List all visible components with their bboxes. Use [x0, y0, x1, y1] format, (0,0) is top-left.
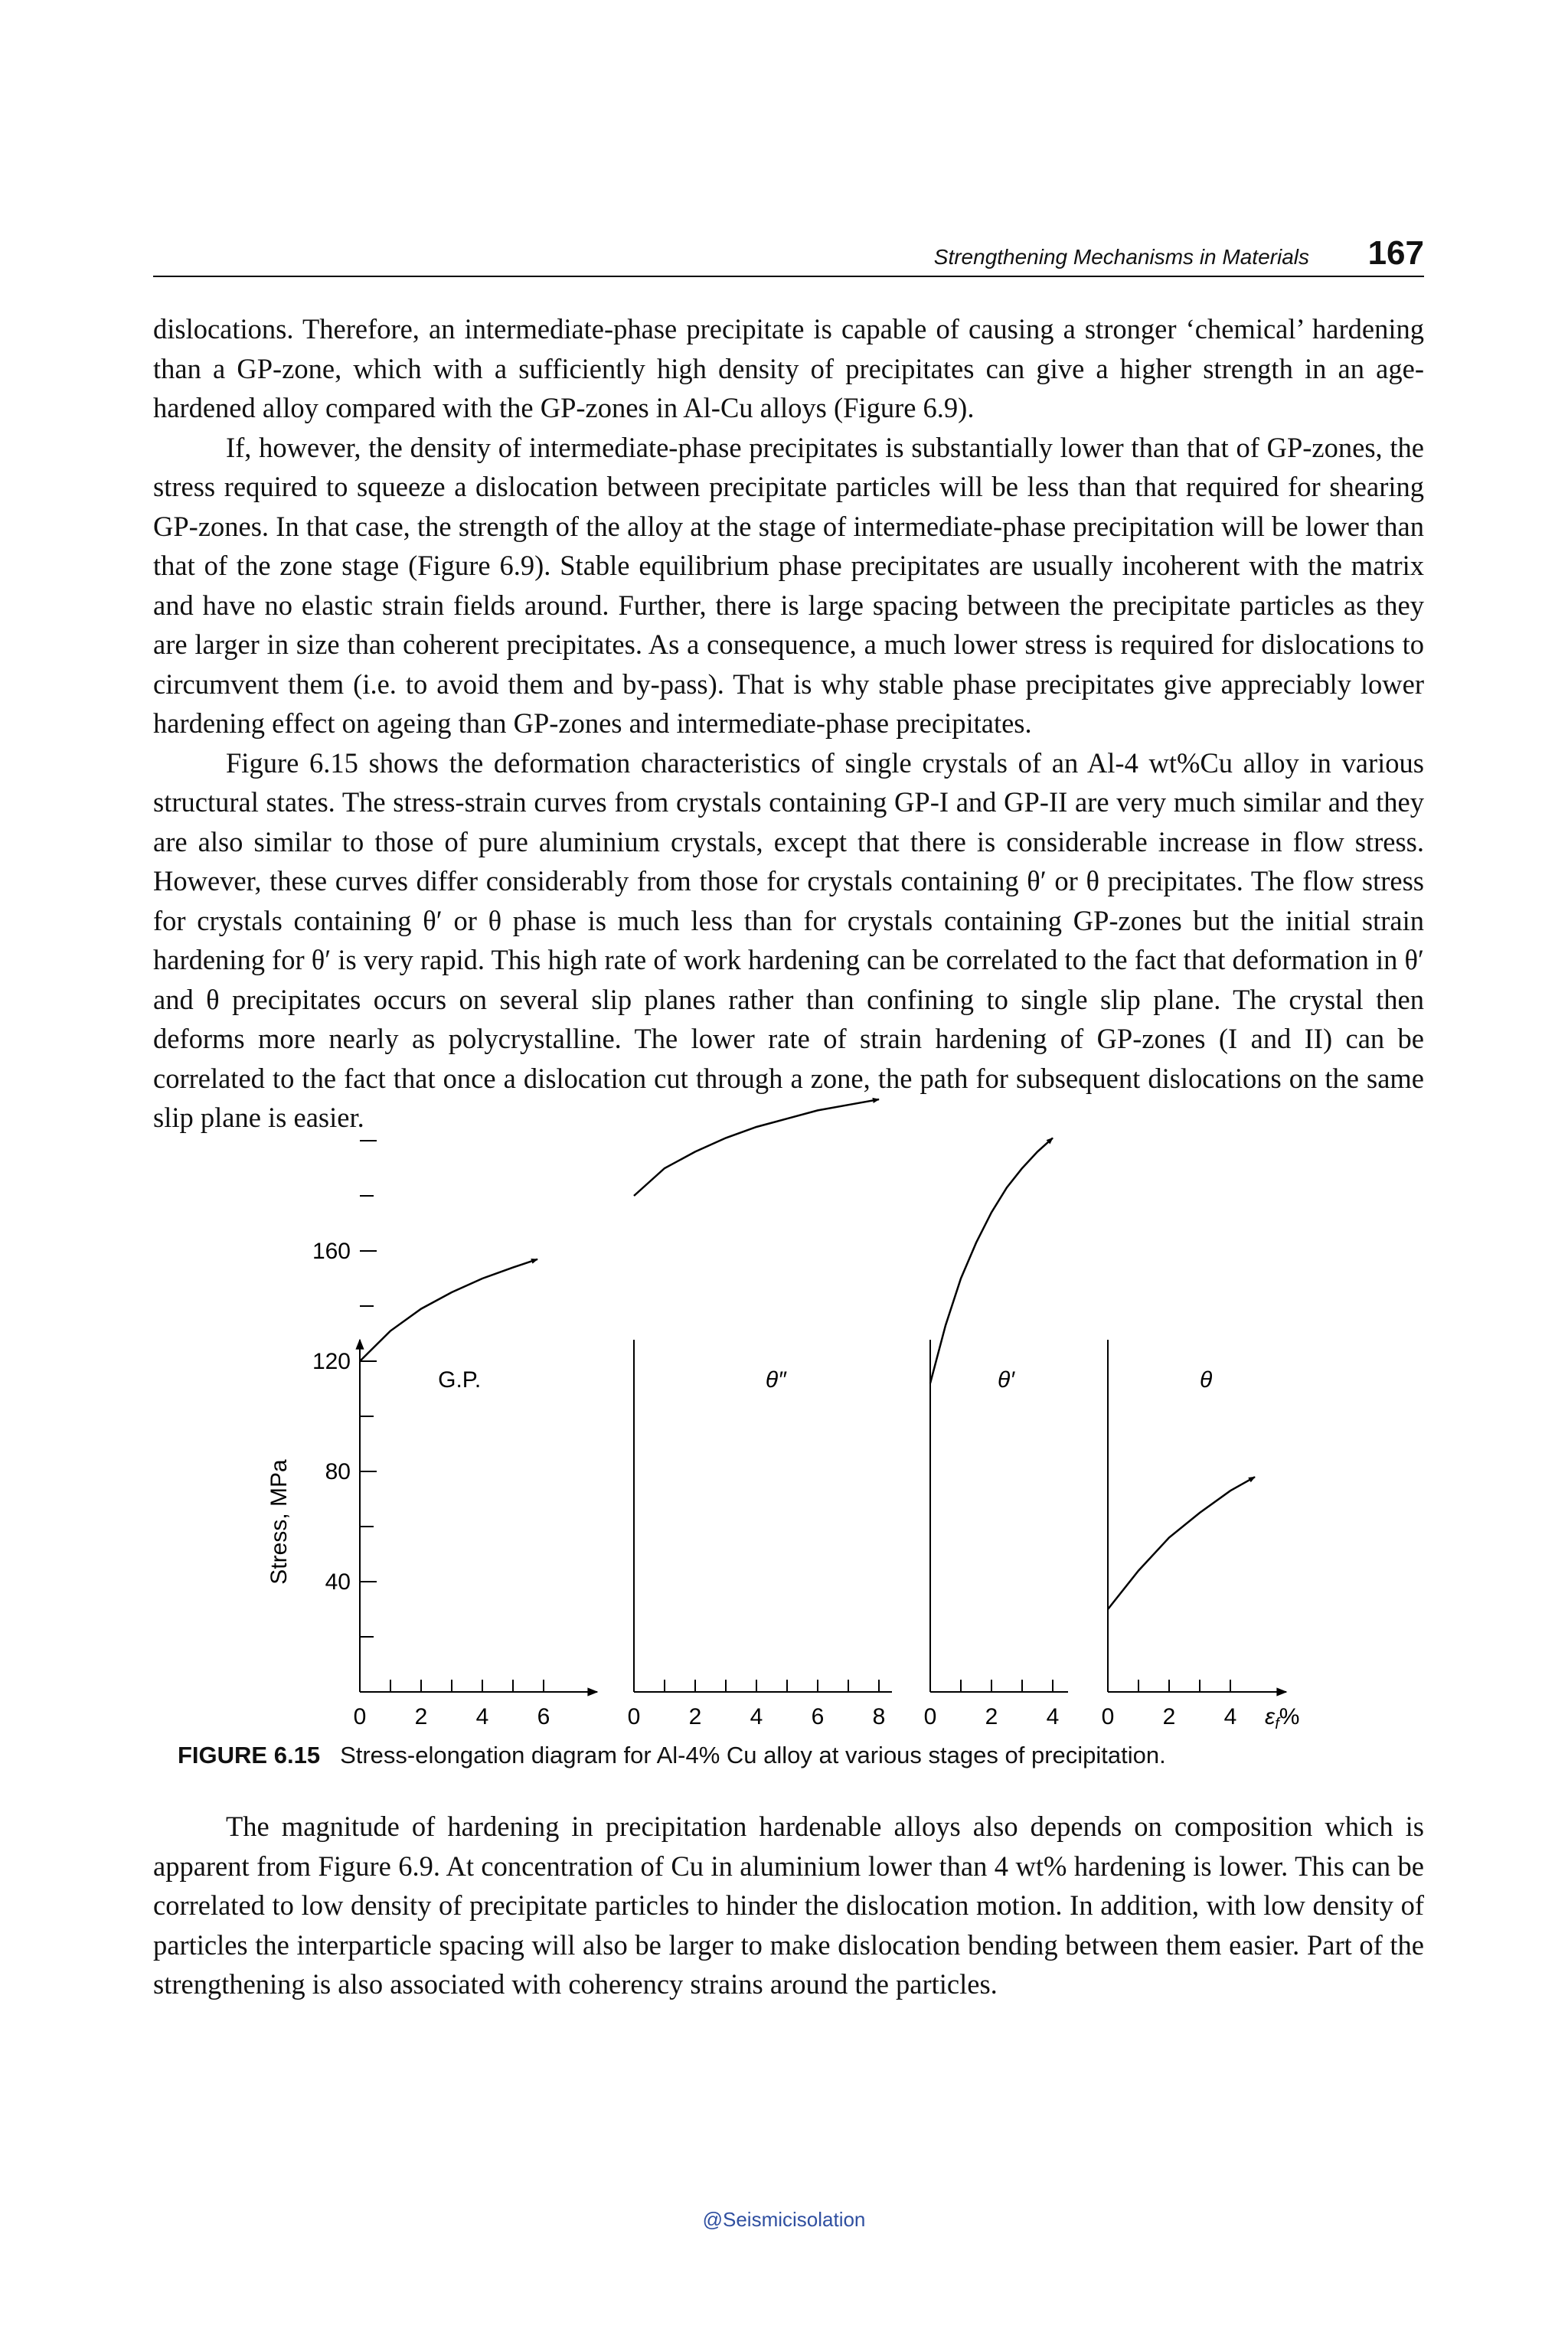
x-tick-label: 4: [1223, 1704, 1237, 1729]
x-tick-label: 2: [414, 1704, 428, 1729]
panel-title: θ″: [765, 1367, 786, 1393]
x-tick-label: 0: [353, 1704, 367, 1729]
y-tick-label: 160: [312, 1239, 351, 1264]
x-tick-label: 2: [985, 1704, 998, 1729]
x-axis-label-text: ε: [1265, 1704, 1276, 1729]
panel-title: θ′: [998, 1367, 1014, 1393]
x-tick-label: 4: [750, 1704, 763, 1729]
y-tick-label: 40: [325, 1569, 351, 1595]
x-tick-label: 0: [923, 1704, 937, 1729]
figure-caption: [178, 1742, 1479, 1769]
page-number: 167: [1367, 234, 1424, 272]
figure-caption-text: Stress-elongation diagram for Al-4% Cu alloy at various stages of precipitation.: [340, 1742, 1166, 1768]
panel-title: θ: [1200, 1367, 1213, 1393]
running-title: Strengthening Mechanisms in Materials: [933, 245, 1309, 269]
y-tick-label: 120: [312, 1349, 351, 1374]
watermark: @Seismicisolation: [702, 2208, 866, 2231]
paragraph: Figure 6.15 shows the deformation characteristics of single crystals of an Al-4 wt%Cu alloy in various structural states. The stress-strain curves from crystals containing GP-I and GP-II are very much similar and they are also similar to those of pure aluminium crystals, except that there is considerable increase in flow stress. However, these curves differ considerably from those for crystals containing θ′ or θ precipitates. The flow stress for crystals containing θ′ or θ phase is much less than for crystals containing GP-zones but the initial strain hardening for θ′ is very rapid. This high rate of work hardening can be correlated to the fact that deformation in θ′ and θ precipitates occurs on several slip planes rather than confining to single slip plane. The crystal then deforms more nearly as polycrystalline. The lower rate of strain hardening of GP-zones (I and II) can be correlated to the fact that once a dislocation cut through a zone, the path for subsequent dislocations on the same slip plane is easier.: [153, 746, 1424, 1133]
y-tick-label: 80: [325, 1459, 351, 1484]
y-axis-label: Stress, MPa: [266, 1459, 292, 1585]
panel-title: G.P.: [438, 1367, 482, 1393]
stress-curve: [1108, 1477, 1255, 1609]
x-tick-label: 4: [1046, 1704, 1060, 1729]
stress-elongation-figure: [0, 1239, 1568, 1732]
stress-curve: [930, 1138, 1053, 1383]
x-tick-label: 4: [475, 1704, 489, 1729]
body-text-top: [153, 309, 1424, 1138]
running-header: [153, 230, 1424, 277]
x-tick-label: 6: [811, 1704, 825, 1729]
stress-curve: [360, 1259, 537, 1361]
figure-label: FIGURE 6.15: [178, 1742, 321, 1768]
x-tick-label: 6: [537, 1704, 550, 1729]
paragraph: dislocations. Therefore, an intermediate-phase precipitate is capable of causing a stronger ‘chemical’ hardening than a GP-zone, which with a sufficiently high density of precipitates can give a higher strength in an age-hardened alloy compared with the GP-zones in Al-Cu alloys (Figure 6.9).: [153, 313, 1424, 423]
body-text-bottom: [153, 1807, 1424, 2004]
x-tick-label: 0: [1101, 1704, 1115, 1729]
x-tick-label: 2: [688, 1704, 702, 1729]
x-tick-label: 0: [627, 1704, 641, 1729]
paragraph: The magnitude of hardening in precipitation hardenable alloys also depends on composition which is apparent from Figure 6.9. At concentration of Cu in aluminium lower than 4 wt% hardening is lower. This can be correlated to low density of precipitate particles to hinder the dislocation motion. In addition, with low density of particles the interparticle spacing will also be larger to make dislocation bending between them easier. Part of the strengthening is also associated with coherency strains around the particles.: [153, 1811, 1424, 2000]
paragraph: If, however, the density of intermediate-phase precipitates is substantially lower than that of GP-zones, the stress required to squeeze a dislocation between precipitate particles will be less than that required for shearing GP-zones. In that case, the strength of the alloy at the stage of intermediate-phase precipitation will be lower than that of the zone stage (Figure 6.9). Stable equilibrium phase precipitates are usually incoherent with the matrix and have no elastic strain fields around. Further, there is large spacing between the precipitate particles as they are larger in size than coherent precipitates. As a consequence, a much lower stress is required for dislocations to circumvent them (i.e. to avoid them and by-pass). That is why stable phase precipitates give appreciably lower hardening effect on ageing than GP-zones and intermediate-phase precipitates.: [153, 431, 1424, 739]
x-axis-label: $\varepsilon_f\%$: [1265, 1704, 1300, 1732]
x-tick-label: 2: [1162, 1704, 1176, 1729]
x-tick-label: 8: [872, 1704, 886, 1729]
